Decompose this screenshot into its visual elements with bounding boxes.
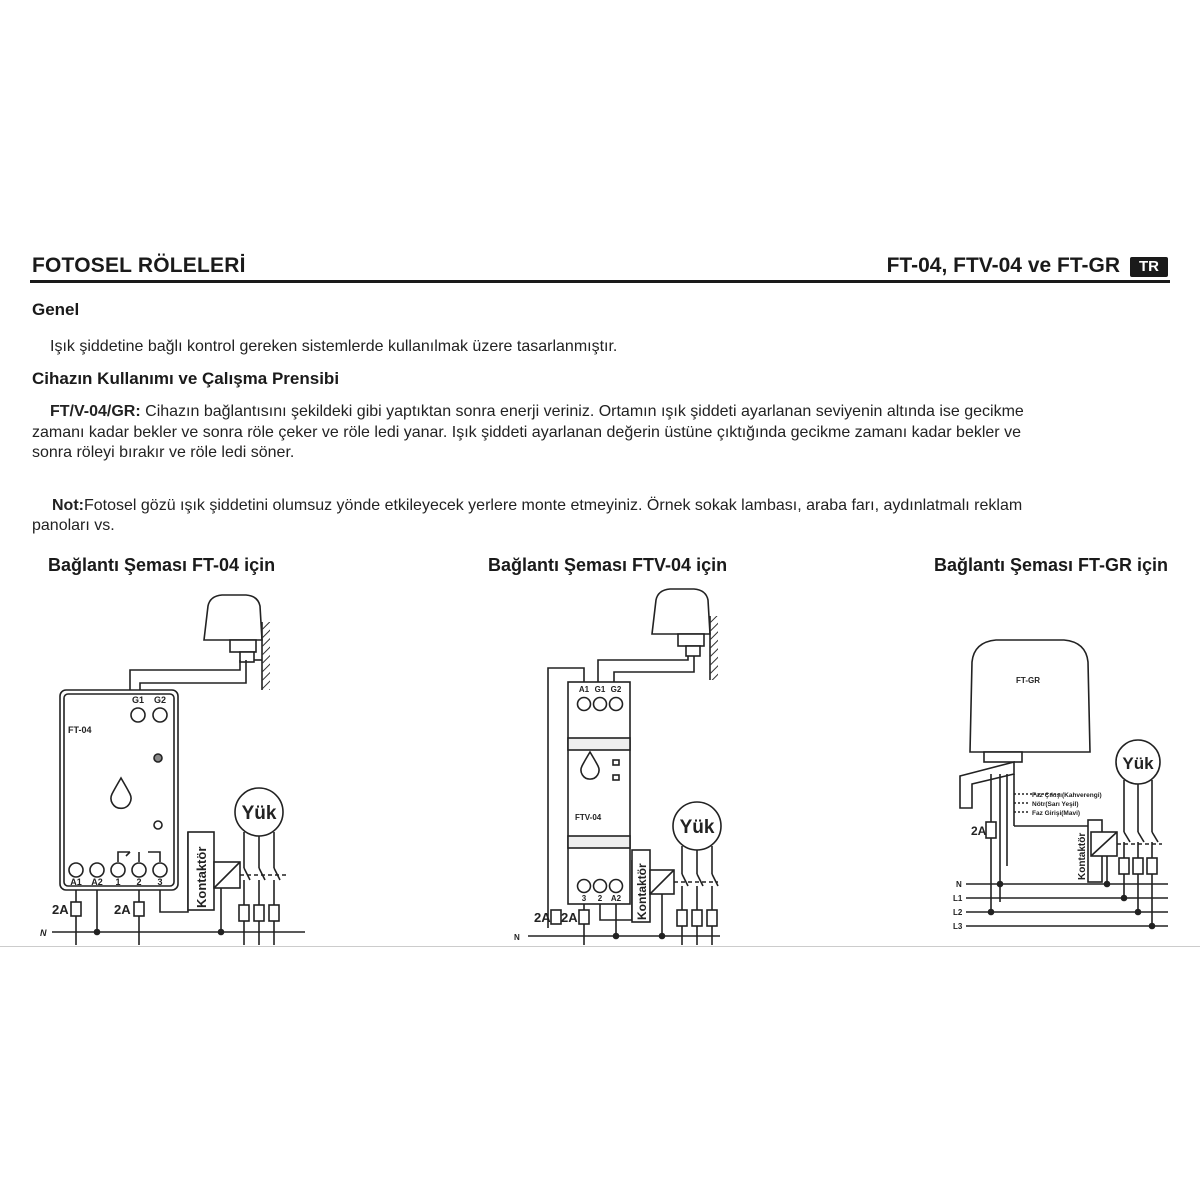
ftgr-wire-1-label: Faz Çıkışı(Kahverengi)	[1032, 792, 1102, 799]
ft04-terminal-1: 1	[115, 877, 121, 887]
note-lead: Not:	[52, 497, 84, 514]
ftv04-terminal-a2: A2	[610, 894, 622, 903]
ft04-terminal-3: 3	[157, 877, 163, 887]
ftgr-load-label: Yük	[1122, 754, 1154, 773]
ftv04-g1-label: G1	[594, 685, 606, 694]
language-badge: TR	[1130, 257, 1168, 277]
ftgr-l3-label: L3	[953, 922, 963, 931]
ftv04-device-box	[568, 682, 630, 904]
ft04-fuse-1-label: 2A	[52, 902, 69, 917]
ft04-neutral-label: N	[40, 928, 47, 938]
ft04-terminal-a2: A2	[91, 877, 103, 887]
general-heading: Genel	[32, 300, 80, 319]
ft04-contactor-label: Kontaktör	[194, 846, 209, 908]
usage-lead: FT/V-04/GR:	[50, 403, 141, 420]
ft04-load-label: Yük	[241, 803, 277, 824]
model-list: FT-04, FTV-04 ve FT-GR	[886, 254, 1120, 277]
diagram-ftgr	[960, 640, 1168, 929]
ftgr-wire-3-label: Faz Girişi(Mavi)	[1032, 810, 1081, 817]
ftgr-contactor-label: Kontaktör	[1077, 832, 1088, 880]
caption-ftv04: Bağlantı Şeması FTV-04 için	[488, 555, 728, 575]
ft04-device-label: FT-04	[68, 725, 92, 735]
ft04-g1-label: G1	[131, 695, 145, 705]
ftv04-g2-label: G2	[610, 685, 622, 694]
diagram-ftv04	[528, 589, 721, 945]
caption-ft04: Bağlantı Şeması FT-04 için	[48, 555, 276, 575]
usage-line-1-text: Cihazın bağlantısını şekildeki gibi yaptıktan sonra enerji veriniz. Ortamın ışık şiddeti ayarlanan seviyenin altında ise gecikme	[140, 403, 1024, 420]
ft04-terminal-2: 2	[136, 877, 142, 887]
general-text: Işık şiddetine bağlı kontrol gereken sistemlerde kullanılmak üzere tasarlanmıştır.	[50, 338, 618, 355]
note-line-1-text: Fotosel gözü ışık şiddetini olumsuz yönde etkileyecek yerlere monte etmeyiniz. Örnek sokak lambası, araba farı, aydınlatmalı reklam	[83, 497, 1023, 514]
ftgr-n-label: N	[956, 880, 962, 889]
page-title: FOTOSEL RÖLELERİ	[32, 254, 246, 277]
ftgr-device-label: FT-GR	[1016, 676, 1040, 685]
ftgr-wire-2-label: Nötr(Sarı Yeşil)	[1032, 801, 1079, 808]
ftv04-contactor-label: Kontaktör	[635, 863, 649, 920]
usage-heading: Cihazın Kullanımı ve Çalışma Prensibi	[32, 369, 340, 388]
note-line-2: panoları vs.	[32, 517, 115, 534]
ft04-photocell	[204, 595, 270, 690]
usage-line-2: zamanı kadar bekler ve sonra röle çeker ve röle ledi yanar. Işık şiddeti ayarlanan değerin üstüne çıktığında gecikme zamanı kadar bekler ve	[32, 424, 1021, 441]
ftgr-l2-label: L2	[953, 908, 963, 917]
ftgr-l1-label: L1	[953, 894, 963, 903]
ftv04-fuse-1-label: 2A	[534, 910, 551, 925]
usage-line-3: sonra röleyi bırakır ve röle ledi söner.	[32, 444, 295, 461]
caption-ftgr: Bağlantı Şeması FT-GR için	[934, 555, 1169, 575]
ftv04-terminal-2: 2	[597, 894, 603, 903]
ftgr-fuse-label: 2A	[971, 824, 987, 838]
ftv04-device-label: FTV-04	[575, 813, 602, 822]
ftv04-photocell	[652, 589, 718, 680]
ft04-g2-label: G2	[153, 695, 167, 705]
ft04-terminal-a1: A1	[70, 877, 82, 887]
ftv04-fuse-2-label: 2A	[561, 910, 578, 925]
ftv04-a1-label: A1	[578, 685, 590, 694]
diagram-ft04	[52, 595, 305, 945]
ft04-fuse-2-label: 2A	[114, 902, 131, 917]
ftv04-load-label: Yük	[679, 817, 715, 838]
ftgr-photocell	[960, 640, 1090, 808]
ftv04-neutral-label: N	[514, 933, 520, 942]
ftv04-terminal-3: 3	[581, 894, 587, 903]
page-bottom-edge	[0, 946, 1200, 947]
